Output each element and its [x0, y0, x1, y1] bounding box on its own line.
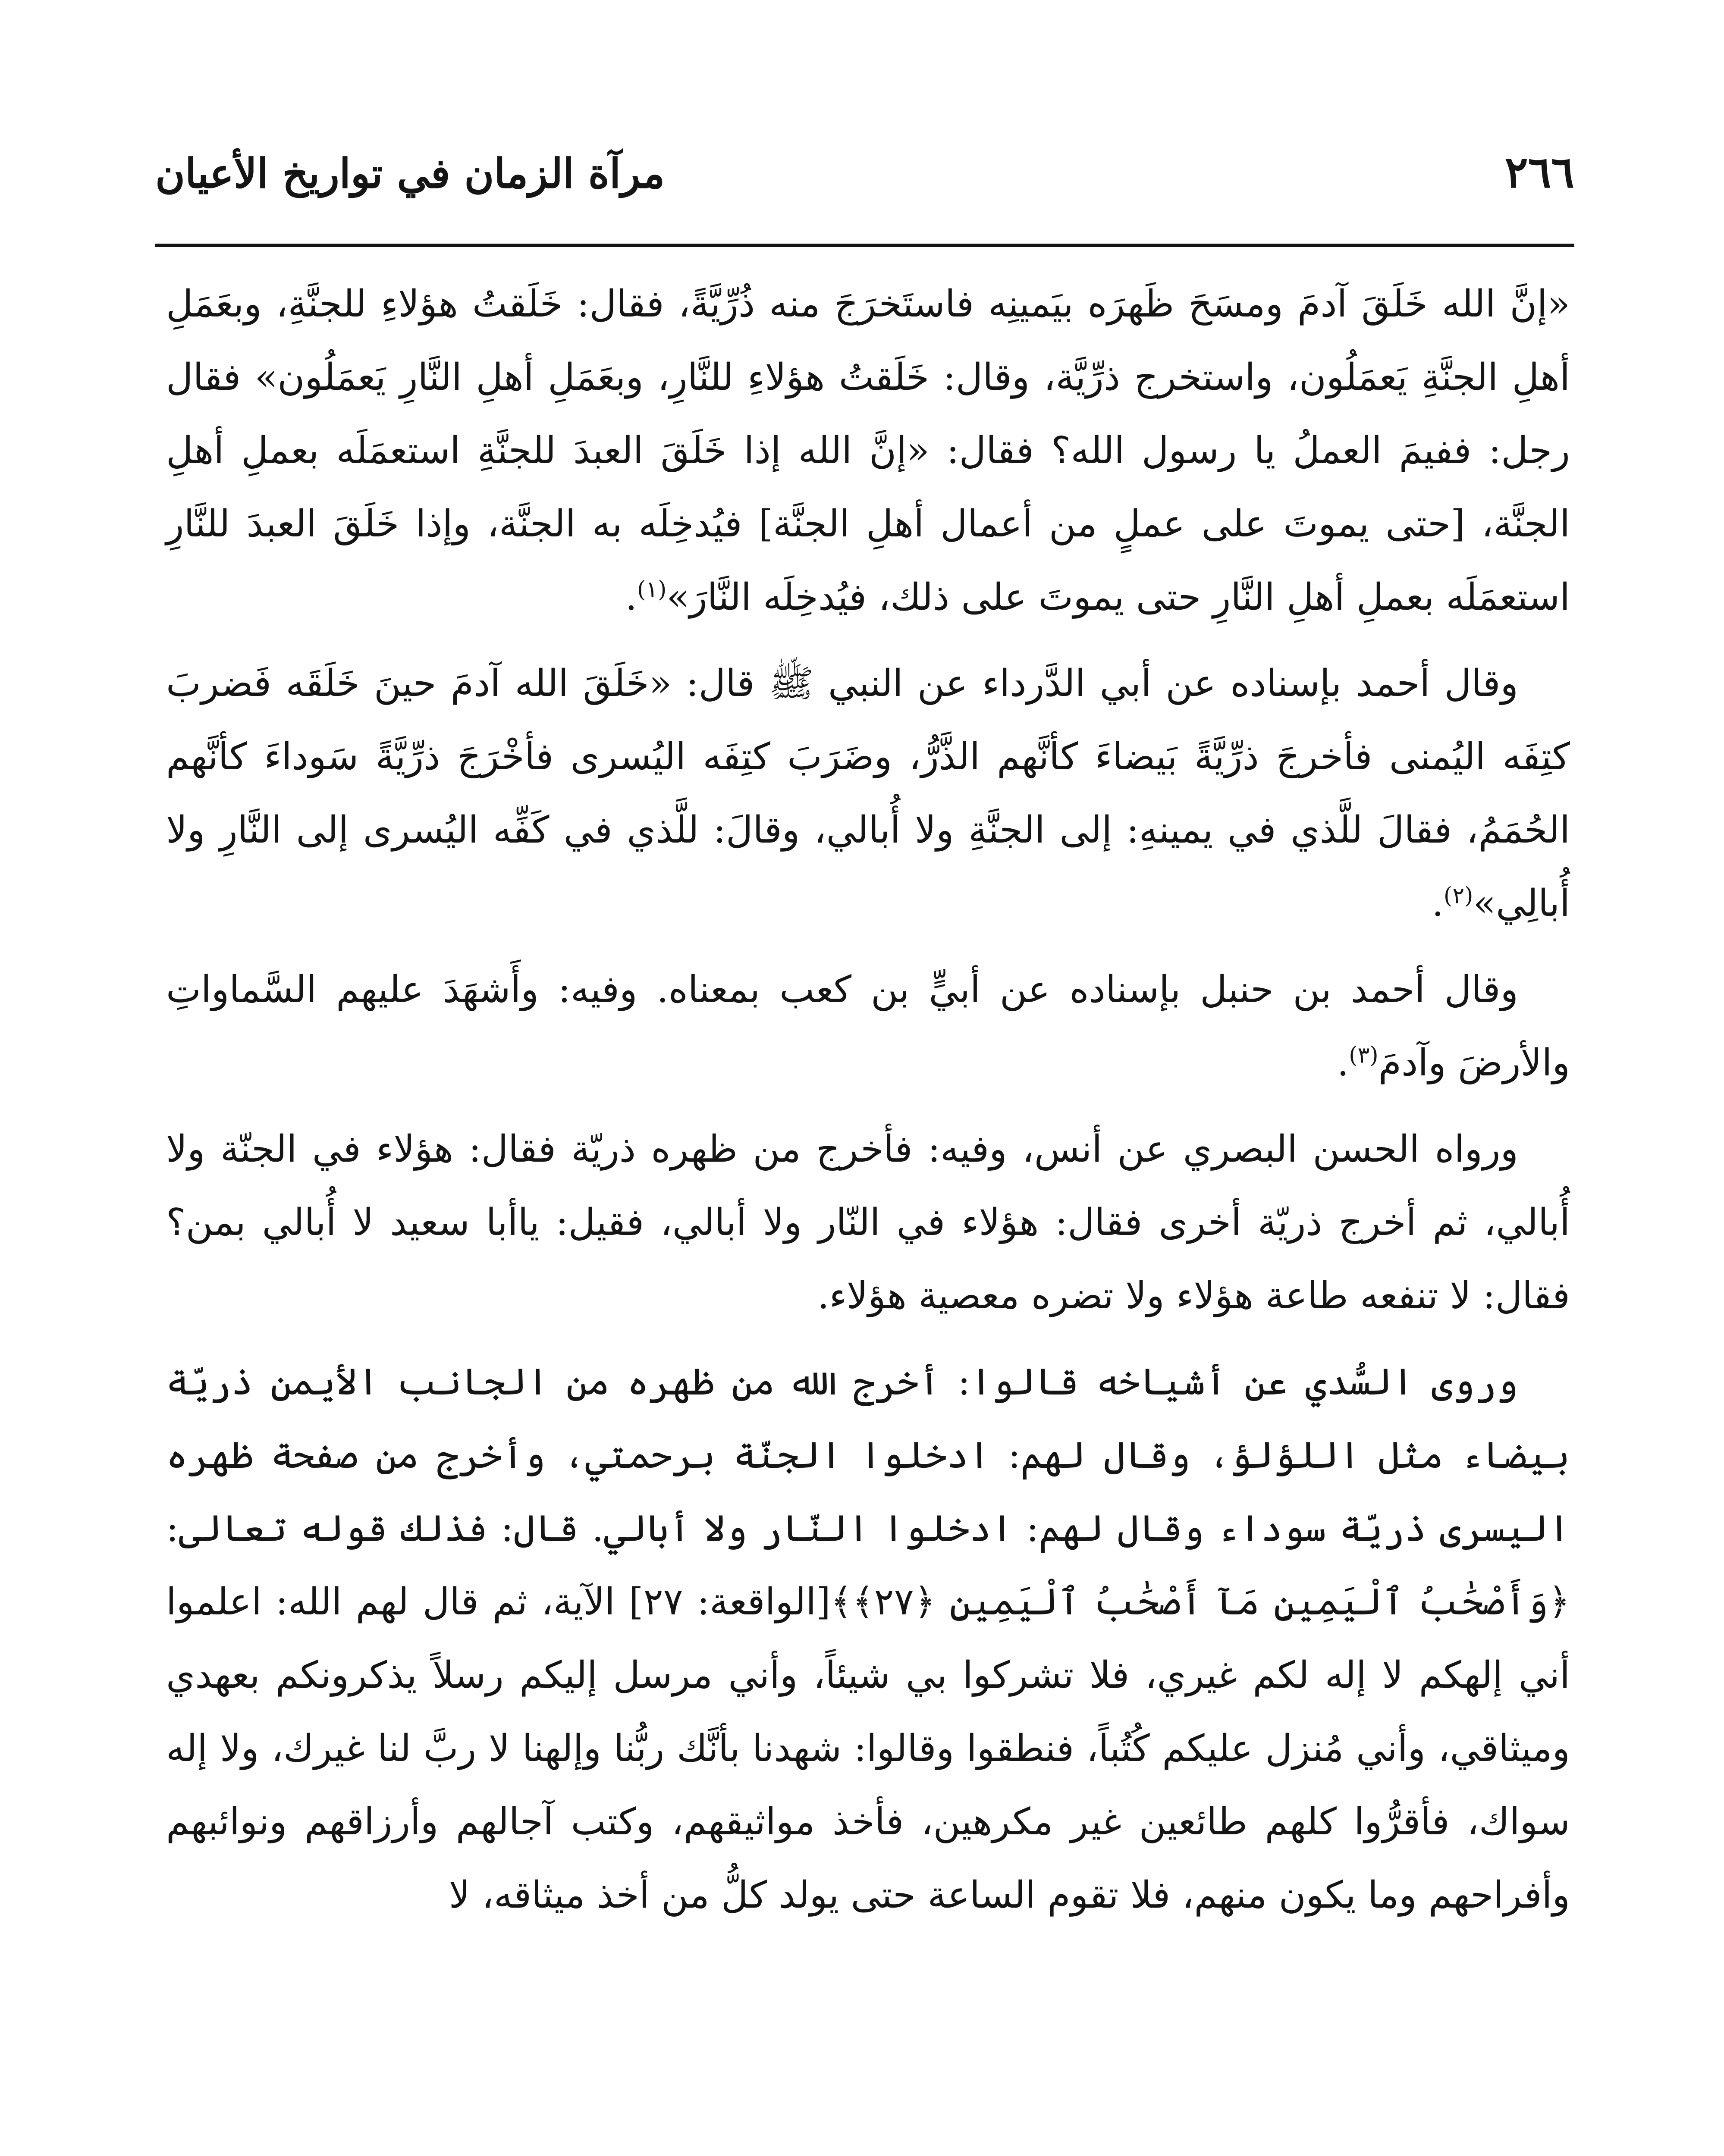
paragraph-ubayy-bin-kaab: وقال أحمد بن حنبل بإسناده عن أبيٍّ بن كعب بمعناه. وفيه: وأَشهَدَ عليهم السَّماواتِ والأرضَ وآدمَ$^{(٣)}$.	[166, 968, 1570, 1084]
paragraph-text: وقال أحمد بن حنبل بإسناده عن أبيٍّ بن كعب بمعناه. وفيه: وأَشهَدَ عليهم السَّماواتِ والأرضَ وآدمَ	[166, 968, 1570, 1084]
book-title: مرآة الزمان في تواريخ الأعيان	[155, 150, 665, 197]
main-text	[166, 267, 1570, 1945]
footnote-reference: (٣)	[1349, 1042, 1379, 1069]
footnote-reference: (٢)	[1443, 883, 1473, 909]
paragraph-abu-darda: وقال أحمد بإسناده عن أبي الدَّرداء عن النبي ﷺ قال: «خَلَقَ الله آدمَ حينَ خَلَقَه فَضربَ كتِفَه اليُمنى فأخرجَ ذرِّيَّةً بَيضاءَ كأنَّهم الذَّرُّ، وضَرَبَ كتِفَه اليُسرى فأخْرَجَ ذرِّيَّةً سَوداءَ كأنَّهم الحُمَمُ، فقالَ للَّذي في يمينهِ: إلى الجنَّةِ ولا أُبالي، وقالَ: للَّذي في كَفِّه اليُسرى إلى النَّارِ ولا أُبالِي»$^{(٢)}$.	[166, 662, 1570, 925]
paragraph-text: ورواه الحسن البصري عن أنس، وفيه: فأخرج من ظهره ذريّة فقال: هؤلاء في الجنّة ولا أُبالي، ثم أخرج ذريّة أخرى فقال: هؤلاء في النّار ولا أبالي، فقيل: ياأبا سعيد لا أُبالي بمن؟ فقال: لا تنفعه طاعة هؤلاء ولا تضره معصية هؤلاء.	[166, 1128, 1570, 1317]
running-header	[155, 142, 1574, 207]
paragraph-text: وروى السُّدي عن أشياخه قالوا: أخرج الله من ظهره من الجانب الأيمن ذريّة بيضاء مثل اللؤلؤ، وقال لهم: ادخلوا الجنّة برحمتي، وأخرج من صفحة ظهره اليسرى ذريّة سوداء وقال لهم: ادخلوا النّار ولا أبالي. قال: فذلك قوله تعالى: ﴿وَأَصْحَٰبُ ٱلْيَمِينِ مَآ أَصْحَٰبُ ٱلْيَمِينِ ﴿٢٧﴾﴾[الواقعة: ٢٧] الآية، ثم قال لهم الله: اعلموا أني إلهكم لا إله لكم غيري، فلا تشركوا بي شيئاً، وأني مرسل إليكم رسلاً يذكرونكم بعهدي وميثاقي، وأني مُنزل عليكم كُتُباً، فنطقوا وقالوا: شهدنا بأنَّك ربُّنا وإلهنا لا ربَّ لنا غيرك، ولا إله سواك، فأقرُّوا كلهم طائعين غير مكرهين، فأخذ مواثيقهم، وكتب آجالهم وأرزاقهم ونوائبهم وأفراحهم وما يكون منهم، فلا تقوم الساعة حتى يولد كلُّ من أخذ ميثاقه، لا	[166, 1360, 1570, 1917]
paragraph-hasan-basri	[166, 1112, 1570, 1332]
footnote-reference: (١)	[637, 577, 667, 603]
paragraph-hadith-creation: «إنَّ الله خَلَقَ آدمَ ومسَحَ ظَهرَه بيَمينِه فاستَخرَجَ منه ذُرِّيَّةً، فقال: خَلَقتُ هؤلاءِ للجنَّةِ، وبعَمَلِ أهلِ الجنَّةِ يَعمَلُون، واستخرج ذرِّيَّة، وقال: خَلَقتُ هؤلاءِ للنَّارِ، وبعَمَلِ أهلِ النَّارِ يَعمَلُون» فقال رجل: ففيمَ العملُ يا رسول الله؟ فقال: «إنَّ الله إذا خَلَقَ العبدَ للجنَّةِ استعمَلَه بعملِ أهلِ الجنَّة، [حتى يموتَ على عملٍ من أعمال أهلِ الجنَّة] فيُدخِلَه به الجنَّة، وإذا خَلَقَ العبدَ للنَّارِ استعمَلَه بعملِ أهلِ النَّارِ حتى يموتَ على ذلك، فيُدخِلَه النَّارَ»$^{(١)}$.	[166, 282, 1570, 619]
paragraph-text: وقال أحمد بإسناده عن أبي الدَّرداء عن النبي ﷺ قال: «خَلَقَ الله آدمَ حينَ خَلَقَه فَضربَ كتِفَه اليُمنى فأخرجَ ذرِّيَّةً بَيضاءَ كأنَّهم الذَّرُّ، وضَرَبَ كتِفَه اليُسرى فأخْرَجَ ذرِّيَّةً سَوداءَ كأنَّهم الحُمَمُ، فقالَ للَّذي في يمينهِ: إلى الجنَّةِ ولا أُبالي، وقالَ: للَّذي في كَفِّه اليُسرى إلى النَّارِ ولا أُبالِي»	[166, 662, 1570, 925]
paragraph-suddi	[166, 1345, 1570, 1932]
page-number: ٢٦٦	[1504, 147, 1574, 197]
header-divider	[155, 244, 1574, 247]
paragraph-text: «إنَّ الله خَلَقَ آدمَ ومسَحَ ظَهرَه بيَمينِه فاستَخرَجَ منه ذُرِّيَّةً، فقال: خَلَقتُ هؤلاءِ للجنَّةِ، وبعَمَلِ أهلِ الجنَّةِ يَعمَلُون، واستخرج ذرِّيَّة، وقال: خَلَقتُ هؤلاءِ للنَّارِ، وبعَمَلِ أهلِ النَّارِ يَعمَلُون» فقال رجل: ففيمَ العملُ يا رسول الله؟ فقال: «إنَّ الله إذا خَلَقَ العبدَ للجنَّةِ استعمَلَه بعملِ أهلِ الجنَّة، [حتى يموتَ على عملٍ من أعمال أهلِ الجنَّة] فيُدخِلَه به الجنَّة، وإذا خَلَقَ العبدَ للنَّارِ استعمَلَه بعملِ أهلِ النَّارِ حتى يموتَ على ذلك، فيُدخِلَه النَّارَ»	[166, 282, 1570, 619]
